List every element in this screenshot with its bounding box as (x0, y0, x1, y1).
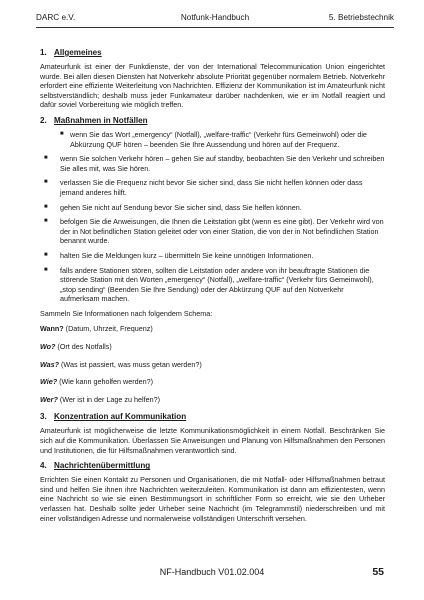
page-content (40, 48, 385, 529)
section-allgemeines (40, 48, 385, 110)
section-title: Nachrichtenübermittlung (54, 461, 151, 471)
section-massnahmen (40, 116, 385, 404)
schema-detail: (Datum, Uhrzeit, Frequenz) (63, 324, 153, 334)
bullet-icon: ■ (44, 179, 48, 186)
bullet-icon: ■ (60, 130, 64, 137)
section-heading (40, 412, 385, 422)
section-number: 2. (40, 115, 47, 125)
schema-item-was (40, 360, 385, 370)
schema-question: Wo? (40, 342, 56, 352)
section-title: Allgemeines (54, 48, 102, 57)
section-heading (40, 116, 385, 126)
list-item: ■ halten Sie die Meldungen kurz – übermitteln Sie keine unnötigen Informationen. (44, 250, 314, 260)
section-paragraph: Amateurfunk ist möglicherweise die letzte Kommunikationsmöglichkeit in einem Notfall. Beschränken Sie sich auf die Kommunikation. Überlassen Sie Anweisungen und Planung von Hilfsmaßnahmen den Personen und Institutionen, die für Hilfsmaßnahmen verantwortlich sind. (40, 426, 385, 455)
schema-detail: (Wie kann geholfen werden?) (57, 377, 153, 387)
schema-intro: Sammeln Sie Informationen nach folgendem Schema: (40, 308, 213, 318)
section-number: 3. (40, 412, 47, 422)
measures-list (40, 130, 385, 304)
list-item: ■ falls andere Stationen stören, sollten die Leitstation oder andere von ihr beauftragte Stationen die störende Station mit den Worten „emergency“ (Notfall), „welfare-traffic“ (Verkehr fürs Gemeinwohl), „stop sending“ (Beenden Sie Ihre Sendung) oder der Abkürzung QUF auf den Notverkehr aufmerksam machen. (44, 265, 374, 304)
list-item: ■ befolgen Sie die Anweisungen, die Ihnen die Leitstation gibt (wenn es eine gibt). Der Verkehr wird von der in Not befindlichen Station geleitet oder von einer Station, die von der in Not befindlichen Station benannt wurde. (44, 217, 384, 246)
list-item: ■ verlassen Sie die Frequenz nicht bevor Sie sicher sind, dass Sie nicht helfen können oder dass jemand anderes hilft. (44, 178, 363, 197)
section-title: Konzentration auf Kommunikation (54, 412, 187, 422)
schema-detail: (Wer ist in der Lage zu helfen?) (57, 394, 160, 404)
schema-item-wann (40, 324, 385, 334)
schema-item-wer (40, 395, 385, 405)
bullet-icon: ■ (44, 266, 48, 273)
schema-question: Wann? (40, 324, 64, 334)
schema-detail: (Was ist passiert, was muss getan werden?) (59, 359, 202, 369)
schema-item-wie (40, 377, 385, 387)
bullet-icon: ■ (44, 251, 48, 258)
section-paragraph: Amateurfunk ist einer der Funkdienste, der von der International Telecommunication Union eingerichtet wurde. Bei allen diesen Diensten hat Notverkehr absolute Priorität gegenüber normalem Betrieb. Notverkehr erfordert eine effiziente Weiterleitung von Nachrichten. Effizienz der Kommunikation ist im Amateurfunk nicht selbstverständlich; deshalb muss jeder Funkamateur darüber nachdenken, wie er im Notfall reagiert und dafür soviel Vorbereitung wie möglich treffen. (40, 62, 385, 110)
header-organization: DARC e.V. (36, 13, 76, 22)
schema-detail: (Ort des Notfalls) (55, 342, 112, 352)
schema-question: Was? (40, 359, 60, 369)
section-paragraph: Errichten Sie einen Kontakt zu Personen und Organisationen, die mit Notfall- oder Hilfsmaßnahmen betraut sind und helfen Sie ihnen ihre Nachrichten weiterzuleiten. Kommunikation ist dann am effizientesten, wenn eine Nachricht so wie sie einen Bestimmungsort in schriftlicher Form so erreicht, wie sie den Urheber verlassen hat. Deshalb sollte jeder Urheber seine Nachricht (im Telegrammstil) niederschreiben und mit einer vollständigen Adresse und normalerweise vollständigen Unterschrift versehen. (40, 475, 385, 523)
section-konzentration (40, 412, 385, 455)
schema-item-wo (40, 342, 385, 352)
footer-version: NF-Handbuch V01.02.004 (159, 567, 265, 577)
list-item: ■ gehen Sie nicht auf Sendung bevor Sie sicher sind, dass Sie helfen können. (44, 202, 302, 212)
section-number: 1. (40, 48, 47, 57)
header-chapter: 5. Betriebstechnik (328, 13, 394, 22)
list-item: ■ wenn Sie das Wort „emergency“ (Notfall), „welfare-traffic“ (Verkehr fürs Gemeinwohl) oder die Abkürzung QUF hören – beenden Sie Ihre Aussendung und hören auf der Frequenz. (60, 129, 367, 149)
bullet-icon: ■ (44, 203, 48, 210)
page-number: 55 (372, 566, 384, 578)
section-nachrichtenuebermittlung (40, 461, 385, 523)
list-item: ■ wenn Sie solchen Verkehr hören – gehen Sie auf standby, beobachten Sie den Verkehr und schreiben Sie alles mit, was Sie hören. (44, 154, 385, 173)
schema-question: Wie? (40, 377, 58, 387)
bullet-icon: ■ (44, 155, 48, 162)
page-header (36, 13, 394, 28)
section-heading (40, 461, 385, 471)
bullet-icon: ■ (44, 218, 48, 225)
section-heading (40, 48, 385, 58)
schema-question: Wer? (40, 394, 58, 404)
section-title: Maßnahmen in Notfällen (54, 115, 148, 125)
section-number: 4. (40, 461, 47, 471)
header-document-title: Notfunk-Handbuch (180, 13, 250, 22)
